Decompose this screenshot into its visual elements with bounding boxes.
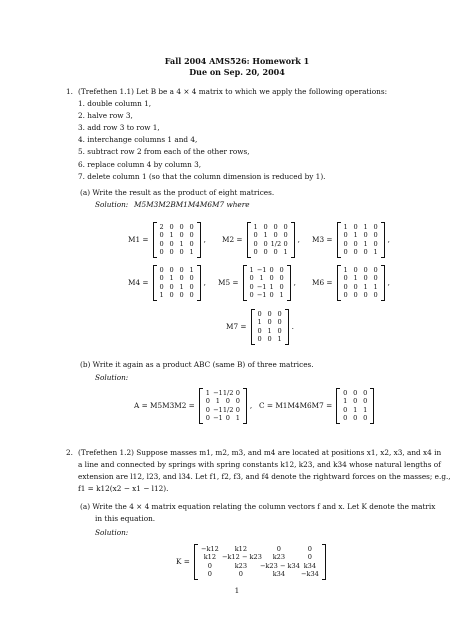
matrix-cell: 0: [343, 414, 348, 423]
matrix-cell: 0: [353, 223, 358, 231]
matrix-label: M6 =: [312, 277, 333, 287]
matrix-m6: [312, 265, 390, 301]
solution-1a-label: Solution:: [95, 200, 129, 209]
matrix-cell: 0: [235, 405, 240, 414]
matrix-c: [259, 388, 374, 424]
matrix-cell: 1: [277, 335, 282, 344]
matrix-cell: 0: [353, 239, 358, 248]
matrix-cell: −1: [212, 405, 223, 414]
matrix-cell: 0: [159, 266, 164, 274]
problem-2-line-1: (Trefethen 1.2) Suppose masses m1, m2, m3, and m4 are located at positions x1, x2, x3, and x4 in: [78, 448, 442, 457]
matrix-cell: 0: [283, 223, 288, 231]
problem-1-number: 1.: [66, 87, 73, 96]
matrix-punctuation: ,: [297, 234, 300, 244]
matrix-cell: k23: [234, 561, 248, 570]
matrix-cell: 1: [235, 414, 240, 423]
matrix-row: [203, 397, 243, 405]
matrix-cell: 0: [343, 248, 348, 257]
solution-1a-text: M5M3M2BM1M4M6M7 where: [134, 200, 250, 209]
matrix-row: [198, 545, 322, 553]
matrix-cell: k23: [272, 553, 286, 562]
problem-2-line-2: a line and connected by springs with spring constants k12, k23, and k34 whose natural lengths of: [78, 460, 441, 469]
matrix-cell: 0: [276, 545, 281, 553]
matrix-cell: 0: [189, 282, 194, 291]
matrix-cell: 0: [253, 239, 258, 248]
matrix-brackets: [199, 388, 247, 424]
matrix-cell: 0: [267, 310, 272, 318]
matrix-cell: 1: [205, 389, 210, 397]
matrix-cell: −k12: [200, 545, 219, 553]
matrix-cell: 0: [169, 248, 174, 257]
homework-title: Fall 2004 AMS526: Homework 1: [164, 56, 310, 66]
matrix-cell: 0: [257, 310, 262, 318]
matrix-cell: 0: [269, 274, 274, 283]
matrix-cell: 0: [205, 414, 210, 423]
matrix-row: [341, 248, 381, 256]
matrix-brackets: [251, 309, 289, 345]
op-3: 3. add row 3 to row 1,: [78, 123, 160, 132]
matrix-row: [198, 570, 322, 578]
op-2: 2. halve row 3,: [78, 111, 133, 120]
matrix-cell: 0: [279, 282, 284, 291]
matrix-cell: 1: [269, 282, 274, 291]
matrix-cell: 0: [257, 326, 262, 335]
matrix-label: M1 =: [128, 234, 149, 244]
matrix-cell: 0: [273, 223, 278, 231]
matrix-row: [251, 231, 291, 239]
matrix-cell: 1: [179, 282, 184, 291]
matrix-row: [157, 240, 197, 248]
part-1a: (a) Write the result as the product of eight matrices.: [80, 188, 275, 197]
matrix-row: [340, 397, 370, 405]
matrix-cell: 0: [343, 239, 348, 248]
matrix-row: [157, 266, 197, 274]
matrix-m3: [312, 222, 390, 258]
matrix-k: [176, 544, 326, 580]
matrix-cell: 0: [205, 405, 210, 414]
matrix-cell: 0: [159, 231, 164, 240]
matrix-cell: 1: [215, 397, 220, 406]
matrix-m5: [218, 265, 296, 301]
matrix-cell: 1: [343, 266, 348, 274]
matrix-cell: 0: [373, 274, 378, 283]
matrix-row: [247, 274, 287, 282]
matrix-cell: −k23 − k34: [259, 561, 300, 570]
matrix-cell: 0: [277, 326, 282, 335]
matrix-cell: k12: [234, 545, 248, 553]
matrix-brackets: [153, 222, 201, 258]
matrix-brackets: [153, 265, 201, 301]
matrix-m7: [226, 309, 294, 345]
matrix-cell: −k12 − k23: [221, 553, 262, 562]
matrix-cell: 1/2: [222, 405, 234, 414]
matrix-row: [255, 327, 285, 335]
matrix-cell: 1: [343, 397, 348, 406]
matrix-cell: 0: [159, 274, 164, 283]
matrix-row: [340, 389, 370, 397]
matrix-cell: −1: [212, 389, 223, 397]
op-7: 7. delete column 1 (so that the column dimension is reduced by 1).: [78, 172, 326, 181]
matrix-row: [157, 223, 197, 231]
matrix-row: [198, 553, 322, 561]
matrix-label: M4 =: [128, 277, 149, 287]
matrix-cell: 0: [159, 248, 164, 257]
matrix-cell: 0: [249, 291, 254, 300]
matrix-row: [341, 231, 381, 239]
problem-2-number: 2.: [66, 448, 73, 457]
matrix-punctuation: ,: [203, 277, 206, 287]
matrix-cell: 0: [159, 282, 164, 291]
problem-2-line-4: f1 = k12(x2 − x1 − l12).: [78, 484, 169, 493]
matrix-brackets: [247, 222, 295, 258]
matrix-cell: 0: [179, 223, 184, 231]
matrix-cell: 0: [373, 231, 378, 240]
matrix-cell: 1: [159, 291, 164, 300]
matrix-punctuation: ,: [249, 400, 253, 410]
matrix-cell: 0: [363, 274, 368, 283]
matrix-row: [251, 223, 291, 231]
part-2a-line-1: (a) Write the 4 × 4 matrix equation relating the column vectors f and x. Let K denote the matrix: [80, 502, 436, 511]
matrix-cell: 1: [263, 231, 268, 240]
matrix-cell: 1: [169, 231, 174, 240]
matrix-cell: 0: [307, 553, 312, 562]
matrix-cell: 0: [353, 248, 358, 257]
matrix-label: M3 =: [312, 234, 333, 244]
matrix-cell: 2: [159, 223, 164, 231]
matrix-cell: 0: [373, 223, 378, 231]
matrix-row: [341, 274, 381, 282]
matrix-brackets: [194, 544, 326, 580]
matrix-row: [341, 223, 381, 231]
matrix-cell: k34: [303, 561, 317, 570]
matrix-cell: 0: [189, 231, 194, 240]
matrix-label: M5 =: [218, 277, 239, 287]
matrix-cell: 0: [249, 282, 254, 291]
matrix-cell: 0: [179, 248, 184, 257]
matrix-m1: [128, 222, 206, 258]
matrix-cell: 0: [353, 414, 358, 423]
matrix-row: [247, 266, 287, 274]
op-5: 5. subtract row 2 from each of the other rows,: [78, 147, 250, 156]
matrix-row: [341, 240, 381, 248]
matrix-cell: 0: [205, 397, 210, 406]
matrix-row: [157, 283, 197, 291]
matrix-punctuation: ,: [293, 277, 296, 287]
matrix-cell: 0: [353, 291, 358, 300]
matrix-cell: 0: [169, 223, 174, 231]
matrix-cell: 0: [169, 239, 174, 248]
matrix-cell: 0: [179, 291, 184, 300]
matrix-cell: 1: [373, 282, 378, 291]
matrix-cell: 0: [373, 291, 378, 300]
matrix-a: [134, 388, 252, 424]
matrix-cell: 1: [353, 231, 358, 240]
matrix-cell: 0: [343, 405, 348, 414]
matrix-punctuation: ,: [387, 277, 390, 287]
matrix-cell: 0: [263, 223, 268, 231]
matrix-cell: 0: [225, 414, 230, 423]
matrix-m2: [222, 222, 300, 258]
matrix-cell: 0: [189, 223, 194, 231]
matrix-cell: 0: [179, 231, 184, 240]
matrix-cell: 1: [267, 326, 272, 335]
matrix-punctuation: ,: [203, 234, 206, 244]
matrix-cell: 1: [249, 266, 254, 274]
matrix-brackets: [337, 265, 385, 301]
matrix-cell: 1: [279, 291, 284, 300]
matrix-cell: 1: [363, 239, 368, 248]
matrix-cell: 0: [225, 397, 230, 406]
matrix-cell: 0: [353, 389, 358, 397]
matrix-cell: 0: [253, 248, 258, 257]
matrix-cell: 0: [283, 231, 288, 240]
matrix-cell: k12: [203, 553, 217, 562]
matrix-cell: 0: [169, 291, 174, 300]
matrix-cell: −1: [212, 414, 223, 423]
part-2a-line-2: in this equation.: [95, 514, 156, 523]
matrix-punctuation: ,: [387, 234, 390, 244]
matrix-row: [203, 406, 243, 414]
matrix-cell: 0: [169, 282, 174, 291]
matrix-cell: 0: [353, 266, 358, 274]
matrix-cell: 1: [353, 405, 358, 414]
matrix-cell: 0: [363, 266, 368, 274]
matrix-cell: 0: [263, 239, 268, 248]
matrix-cell: 0: [189, 274, 194, 283]
matrix-cell: 0: [263, 248, 268, 257]
matrix-cell: −1: [256, 291, 267, 300]
matrix-cell: 0: [363, 231, 368, 240]
matrix-cell: 1: [253, 223, 258, 231]
matrix-cell: 1: [353, 274, 358, 283]
matrix-cell: 0: [273, 231, 278, 240]
matrix-row: [251, 248, 291, 256]
matrix-cell: 1: [363, 223, 368, 231]
matrix-cell: 0: [277, 318, 282, 327]
matrix-cell: 0: [269, 291, 274, 300]
matrix-cell: −1: [256, 266, 267, 274]
matrix-cell: −1: [256, 282, 267, 291]
matrix-cell: 1: [283, 248, 288, 257]
matrix-cell: 1: [169, 274, 174, 283]
matrix-cell: 0: [235, 389, 240, 397]
matrix-row: [247, 291, 287, 299]
matrix-cell: 0: [343, 282, 348, 291]
matrix-cell: 1: [343, 223, 348, 231]
matrix-cell: 0: [363, 389, 368, 397]
matrix-cell: 1: [257, 318, 262, 327]
matrix-row: [198, 562, 322, 570]
matrix-cell: 0: [343, 274, 348, 283]
matrix-cell: 0: [279, 274, 284, 283]
part-1b: (b) Write it again as a product ABC (same B) of three matrices.: [80, 360, 314, 369]
matrix-cell: 1: [363, 282, 368, 291]
matrix-cell: 0: [343, 231, 348, 240]
op-1: 1. double column 1,: [78, 99, 152, 108]
matrix-row: [255, 318, 285, 326]
matrix-cell: 0: [269, 266, 274, 274]
matrix-punctuation: .: [291, 321, 294, 331]
matrix-cell: 0: [343, 291, 348, 300]
matrix-cell: 0: [353, 282, 358, 291]
matrix-row: [251, 240, 291, 248]
matrix-brackets: [243, 265, 291, 301]
matrix-cell: 0: [277, 310, 282, 318]
matrix-cell: 1: [363, 405, 368, 414]
matrix-cell: 1: [189, 266, 194, 274]
matrix-cell: 0: [373, 266, 378, 274]
due-date: Due on Sep. 20, 2004: [189, 67, 285, 77]
op-4: 4. interchange columns 1 and 4,: [78, 135, 198, 144]
matrix-row: [203, 414, 243, 422]
matrix-row: [341, 291, 381, 299]
solution-1b-label: Solution:: [95, 373, 129, 382]
matrix-cell: 0: [207, 561, 212, 570]
matrix-cell: 0: [273, 248, 278, 257]
matrix-row: [341, 266, 381, 274]
matrix-cell: 0: [267, 318, 272, 327]
matrix-cell: 0: [238, 570, 243, 579]
matrix-cell: 0: [307, 545, 312, 553]
matrix-cell: 0: [279, 266, 284, 274]
matrix-cell: 0: [267, 335, 272, 344]
matrix-cell: 1: [259, 274, 264, 283]
matrix-row: [203, 389, 243, 397]
matrix-cell: 0: [283, 239, 288, 248]
matrix-cell: 1/2: [222, 389, 234, 397]
matrix-cell: 0: [353, 397, 358, 406]
page-number: 1: [234, 586, 240, 595]
matrix-cell: 0: [363, 248, 368, 257]
matrix-cell: 0: [179, 274, 184, 283]
matrix-row: [340, 414, 370, 422]
matrix-cell: 0: [363, 291, 368, 300]
matrix-row: [255, 335, 285, 343]
problem-2-line-3: extension are l12, l23, and l34. Let f1, f2, f3, and f4 denote the rightward forces on the masses; e.g.,: [78, 472, 451, 481]
matrix-row: [341, 283, 381, 291]
matrix-cell: k34: [272, 570, 286, 579]
matrix-row: [157, 274, 197, 282]
matrix-cell: 0: [363, 414, 368, 423]
matrix-row: [340, 406, 370, 414]
matrix-row: [247, 283, 287, 291]
matrix-m4: [128, 265, 206, 301]
matrix-cell: 0: [207, 570, 212, 579]
matrix-cell: 0: [189, 239, 194, 248]
matrix-label: C = M1M4M6M7 =: [259, 400, 333, 410]
matrix-cell: 0: [179, 266, 184, 274]
matrix-brackets: [337, 222, 385, 258]
matrix-brackets: [336, 388, 374, 424]
matrix-label: A = M5M3M2 =: [134, 400, 195, 410]
matrix-cell: 0: [159, 239, 164, 248]
matrix-row: [157, 248, 197, 256]
op-6: 6. replace column 4 by column 3,: [78, 160, 202, 169]
matrix-cell: 0: [343, 389, 348, 397]
matrix-cell: 1: [189, 248, 194, 257]
matrix-row: [157, 291, 197, 299]
matrix-cell: 0: [249, 274, 254, 283]
matrix-cell: 0: [235, 397, 240, 406]
matrix-cell: −k34: [300, 570, 319, 579]
solution-2a-label: Solution:: [95, 528, 129, 537]
matrix-cell: 0: [253, 231, 258, 240]
matrix-cell: 1/2: [270, 239, 282, 248]
matrix-row: [157, 231, 197, 239]
matrix-cell: 1: [373, 248, 378, 257]
matrix-cell: 0: [257, 335, 262, 344]
matrix-cell: 0: [373, 239, 378, 248]
matrix-cell: 0: [169, 266, 174, 274]
problem-1-intro: (Trefethen 1.1) Let B be a 4 × 4 matrix to which we apply the following operations:: [78, 87, 388, 96]
matrix-cell: 0: [363, 397, 368, 406]
matrix-row: [255, 310, 285, 318]
matrix-label: M7 =: [226, 321, 247, 331]
matrix-label: K =: [176, 556, 190, 566]
matrix-cell: 1: [179, 239, 184, 248]
matrix-label: M2 =: [222, 234, 243, 244]
matrix-cell: 0: [189, 291, 194, 300]
